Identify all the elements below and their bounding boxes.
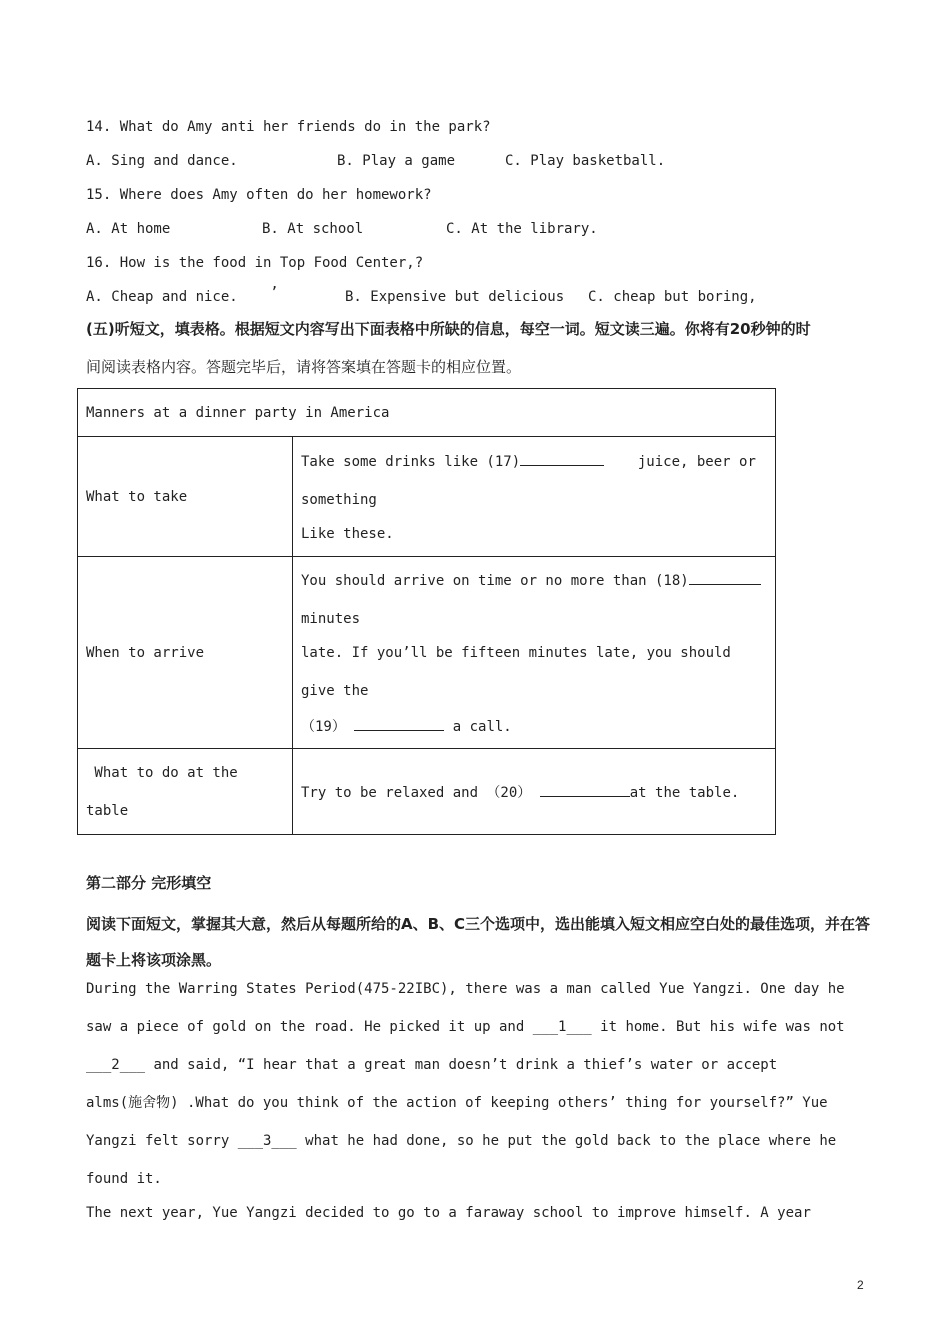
passage-line-7: The next year, Yue Yangzi decided to go to a faraway school to improve himself. A year [86, 1205, 811, 1221]
row-content-what-to-do [293, 749, 776, 835]
row-label-what-to-do [78, 749, 293, 835]
option-14-c: C. Play basketball. [505, 153, 666, 169]
cloze-blank-3[interactable]: ___3___ [237, 1133, 297, 1149]
row-content-when-to-arrive [293, 557, 776, 749]
question-14: 14. What do Amy anti her friends do in the park? [86, 119, 491, 135]
option-16-a: A. Cheap and nice. [86, 289, 238, 305]
arrive-text-c: late. If you’ll be fifteen minutes late, you should [301, 644, 731, 661]
blank-20[interactable] [540, 782, 630, 797]
arrive-text-b: minutes [301, 610, 361, 627]
option-16-c: C. cheap but boring, [588, 289, 757, 305]
question-16: 16. How is the food in Top Food Center,? [86, 255, 424, 271]
passage-line-2a: saw a piece of gold on the road. He picked it up and [86, 1019, 533, 1035]
option-14-b: B. Play a game [337, 153, 456, 169]
passage-line-5b: what he had done, so he put the gold back to the place where he [296, 1133, 837, 1149]
cloze-blank-1[interactable]: ___1___ [532, 1019, 592, 1035]
page-number: 2 [857, 1278, 864, 1292]
section5-instruction-line1: (五)听短文，填表格。根据短文内容写出下面表格中所缺的信息，每空一词。短文读三遍。你将有20秒钟的时 [86, 320, 811, 338]
blank-17[interactable] [520, 451, 604, 466]
passage-line-2b: it home. But his wife was not [591, 1019, 845, 1035]
part2-instruction: 阅读下面短文，掌握其大意，然后从每题所给的A、B、C三个选项中，选出能填入短文相应空白处的最佳选项，并在答题卡上将该项涂黑。 [86, 915, 871, 969]
blank-19[interactable] [354, 716, 444, 731]
take-text-d: Like these. [301, 525, 394, 542]
passage-line-4: alms(施舍物) .What do you think of the action of keeping others’ thing for yourself?” Yue [86, 1095, 828, 1111]
row-content-what-to-take [293, 437, 776, 557]
option-16-b: B. Expensive but delicious [345, 289, 565, 305]
what-to-do-label-1: What to do at the [86, 764, 238, 781]
question-15: 15. Where does Amy often do her homework? [86, 187, 432, 203]
arrive-text-a: You should arrive on time or no more than (18) [301, 572, 689, 589]
option-14-a: A. Sing and dance. [86, 153, 238, 169]
passage-line-6: found it. [86, 1171, 162, 1187]
do-text-b: at the table. [629, 784, 740, 801]
row-label-what-to-take: What to take [78, 437, 293, 557]
manners-table [77, 388, 776, 835]
take-text-a: Take some drinks like (17) [301, 453, 521, 470]
option-15-c: C. At the library. [446, 221, 598, 237]
part2-heading: 第二部分 完形填空 [86, 874, 212, 892]
option-15-a: A. At home [86, 221, 171, 237]
take-text-b: juice, beer or [637, 453, 756, 470]
section5-instruction-line2: 间阅读表格内容。答题完毕后，请将答案填在答题卡的相应位置。 [86, 358, 522, 376]
arrive-text-e: （19） [301, 718, 346, 735]
take-text-c: something [301, 491, 377, 508]
do-text-a: Try to be relaxed and （20） [301, 784, 532, 801]
table-title: Manners at a dinner party in America [78, 389, 776, 437]
arrive-text-d: give the [301, 682, 369, 699]
passage-line-3b: and said, “I hear that a great man doesn’t drink a thief’s water or accept [145, 1057, 778, 1073]
arrive-text-f: a call. [452, 718, 512, 735]
stray-mark: ’ [270, 285, 279, 301]
what-to-do-label-2: table [86, 802, 129, 819]
row-label-when-to-arrive: When to arrive [78, 557, 293, 749]
blank-18[interactable] [689, 570, 761, 585]
passage-line-1: During the Warring States Period(475-22IBC), there was a man called Yue Yangzi. One day he [86, 981, 845, 997]
cloze-blank-2[interactable]: ___2___ [86, 1057, 146, 1073]
passage-line-5a: Yangzi felt sorry [86, 1133, 238, 1149]
option-15-b: B. At school [262, 221, 364, 237]
